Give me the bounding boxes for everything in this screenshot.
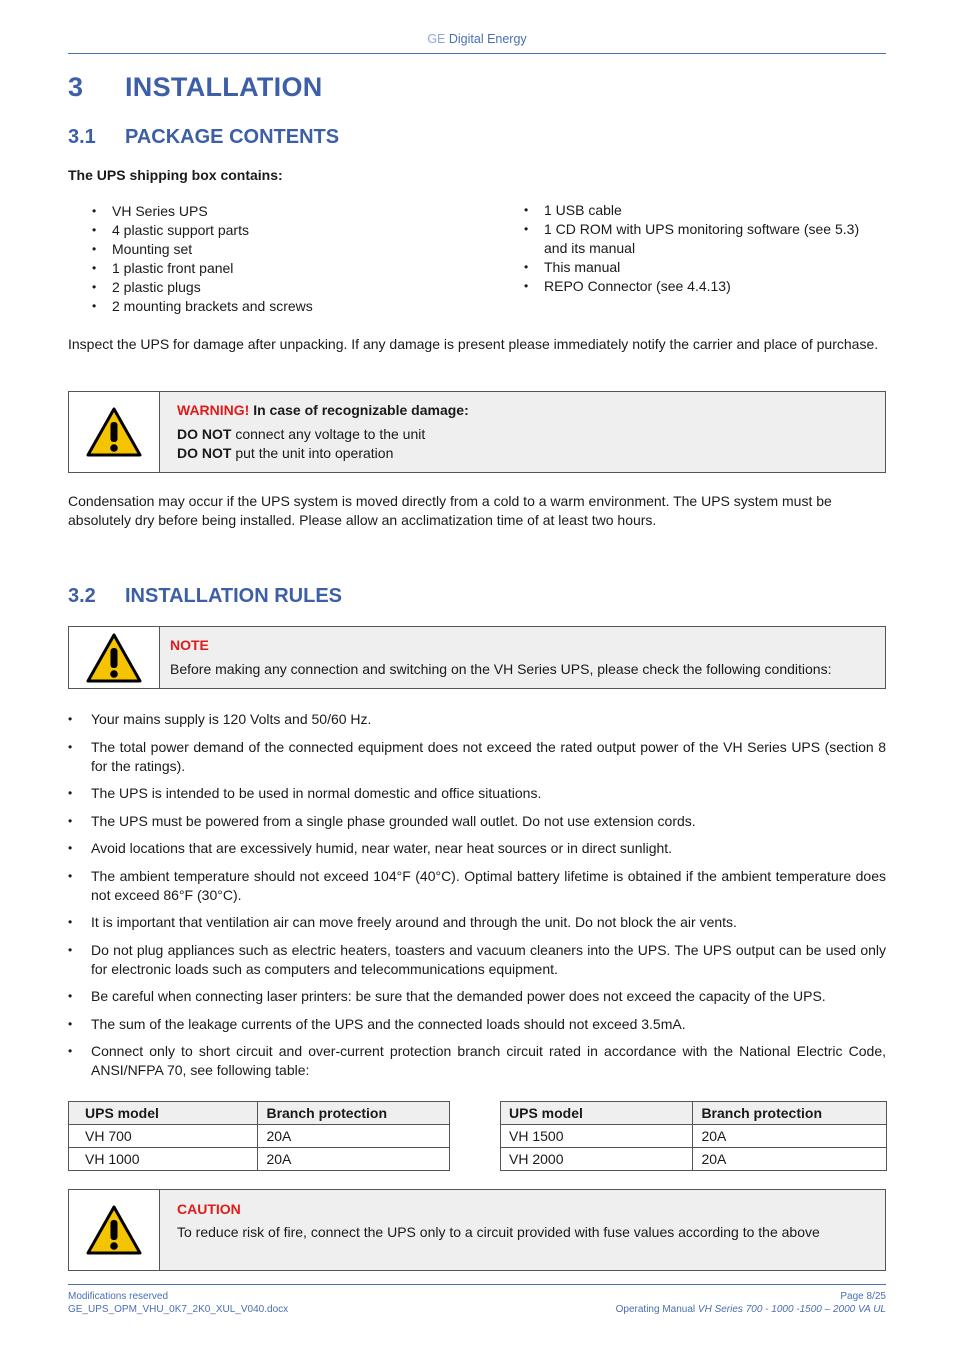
table-cell: VH 2000 <box>501 1148 693 1171</box>
list-item: • Mounting set <box>88 240 478 259</box>
warning-line1-rest: connect any voltage to the unit <box>235 426 426 442</box>
caution-icon-cell <box>69 1190 160 1270</box>
list-item: • This manual <box>520 258 886 277</box>
note-text <box>160 627 885 688</box>
list-item: • 1 CD ROM with UPS monitoring software (see 5.3) and its manual <box>520 220 886 258</box>
section-title-installation-rules <box>68 585 342 608</box>
list-item: • The total power demand of the connected equipment does not exceed the rated output power of the VH Series UPS (section 8 for the ratings). <box>68 738 886 776</box>
list-item: • 2 plastic plugs <box>88 278 478 297</box>
footer-right <box>616 1290 886 1316</box>
page-footer <box>68 1284 886 1315</box>
chapter-number: 3 <box>68 72 84 102</box>
installation-rules-list <box>68 710 886 1089</box>
chapter-title-text: INSTALLATION <box>125 72 323 102</box>
list-item: • Your mains supply is 120 Volts and 50/60 Hz. <box>68 710 886 729</box>
footer-manual-title <box>616 1303 886 1316</box>
warning-icon-cell <box>69 392 160 472</box>
table-cell: 20A <box>693 1125 887 1148</box>
section-number: 3.1 <box>68 126 96 148</box>
table-cell: VH 1500 <box>501 1125 693 1148</box>
contents-list-left <box>88 202 478 316</box>
list-item: • Connect only to short circuit and over-current protection branch circuit rated in accordance with the National Electric Code, ANSI/NFPA 70, see following table: <box>68 1042 886 1080</box>
header-brand-prefix: GE <box>427 32 446 46</box>
header-brand-rest: Digital Energy <box>448 32 527 46</box>
list-item: • The UPS is intended to be used in normal domestic and office situations. <box>68 784 886 803</box>
footer-manual-italic: VH Series 700 - 1000 -1500 – 2000 VA UL <box>697 1304 886 1315</box>
table-header-cell: UPS model <box>501 1102 693 1125</box>
list-item: • The sum of the leakage currents of the UPS and the connected loads should not exceed 3.5mA. <box>68 1015 886 1034</box>
section-title-package-contents <box>68 126 339 149</box>
note-box <box>68 626 886 689</box>
list-item: • It is important that ventilation air can move freely around and through the unit. Do not block the air vents. <box>68 913 886 932</box>
warning-triangle-icon <box>85 1204 143 1256</box>
warning-line2-bold: DO NOT <box>177 445 232 461</box>
table-cell: 20A <box>258 1125 450 1148</box>
caution-body: To reduce risk of fire, connect the UPS only to a circuit provided with fuse values according to the above <box>177 1224 820 1240</box>
warning-line2-rest: put the unit into operation <box>235 445 394 461</box>
footer-filename: GE_UPS_OPM_VHU_0K7_2K0_XUL_V040.docx <box>68 1304 289 1315</box>
list-item: • 1 USB cable <box>520 201 886 220</box>
caution-text <box>160 1190 885 1270</box>
list-item: • 4 plastic support parts <box>88 221 478 240</box>
warning-box <box>68 391 886 473</box>
chapter-title <box>68 72 323 103</box>
table-row <box>69 1125 450 1148</box>
footer-left <box>68 1290 288 1316</box>
footer-manual-plain: Operating Manual <box>615 1304 696 1315</box>
table-header-cell: UPS model <box>69 1102 258 1125</box>
list-item: • REPO Connector (see 4.4.13) <box>520 277 886 296</box>
inspect-paragraph: Inspect the UPS for damage after unpacking. If any damage is present please immediately notify the carrier and place of purchase. <box>68 336 879 352</box>
table-row <box>501 1148 887 1171</box>
caution-label: CAUTION <box>177 1201 241 1217</box>
list-item: • The UPS must be powered from a single phase grounded wall outlet. Do not use extension cords. <box>68 812 886 831</box>
warning-line1-bold: DO NOT <box>177 426 232 442</box>
table-row <box>69 1148 450 1171</box>
condensation-paragraph: Condensation may occur if the UPS system is moved directly from a cold to a warm environment. The UPS system must be absolutely dry before being installed. Please allow an acclimatization time of at least two hours. <box>68 493 832 528</box>
warning-triangle-icon <box>85 632 143 684</box>
section-title-text: PACKAGE CONTENTS <box>125 126 340 148</box>
list-item: • Do not plug appliances such as electric heaters, toasters and vacuum cleaners into the UPS. The UPS output can be used only for electronic loads such as computers and telecommunications equipment. <box>68 941 886 979</box>
table-cell: 20A <box>258 1148 450 1171</box>
shipping-intro: The UPS shipping box contains: <box>68 167 283 183</box>
list-item: • 2 mounting brackets and screws <box>88 297 478 316</box>
table-header-cell: Branch protection <box>693 1102 887 1125</box>
table-header-cell: Branch protection <box>258 1102 450 1125</box>
note-label: NOTE <box>170 637 209 653</box>
section-title-text: INSTALLATION RULES <box>125 585 343 607</box>
footer-page-number: Page 8/25 <box>840 1291 886 1302</box>
warning-triangle-icon <box>85 406 143 458</box>
table-row <box>501 1125 887 1148</box>
list-item: • 1 plastic front panel <box>88 259 478 278</box>
note-body: Before making any connection and switching on the VH Series UPS, please check the following conditions: <box>170 661 832 677</box>
caution-box <box>68 1189 886 1271</box>
table-cell: VH 700 <box>69 1125 258 1148</box>
warning-text <box>160 392 885 472</box>
list-item: • The ambient temperature should not exceed 104°F (40°C). Optimal battery lifetime is obtained if the ambient temperature does not exceed 86°F (30°C). <box>68 867 886 905</box>
footer-modifications: Modifications reserved <box>68 1291 169 1302</box>
table-header-row <box>501 1102 887 1125</box>
section-number: 3.2 <box>68 585 96 607</box>
table-cell: 20A <box>693 1148 887 1171</box>
list-item: • VH Series UPS <box>88 202 478 221</box>
branch-protection-table-right <box>500 1101 887 1171</box>
page-header <box>68 32 886 54</box>
warning-label: WARNING! <box>177 402 250 418</box>
note-icon-cell <box>69 627 160 688</box>
list-item: • Avoid locations that are excessively humid, near water, near heat sources or in direct sunlight. <box>68 839 886 858</box>
table-header-row <box>69 1102 450 1125</box>
table-cell: VH 1000 <box>69 1148 258 1171</box>
list-item: • Be careful when connecting laser printers: be sure that the demanded power does not exceed the capacity of the UPS. <box>68 987 886 1006</box>
contents-list-right <box>520 201 886 296</box>
branch-protection-table-left <box>68 1101 450 1171</box>
warning-heading: In case of recognizable damage: <box>253 402 469 418</box>
